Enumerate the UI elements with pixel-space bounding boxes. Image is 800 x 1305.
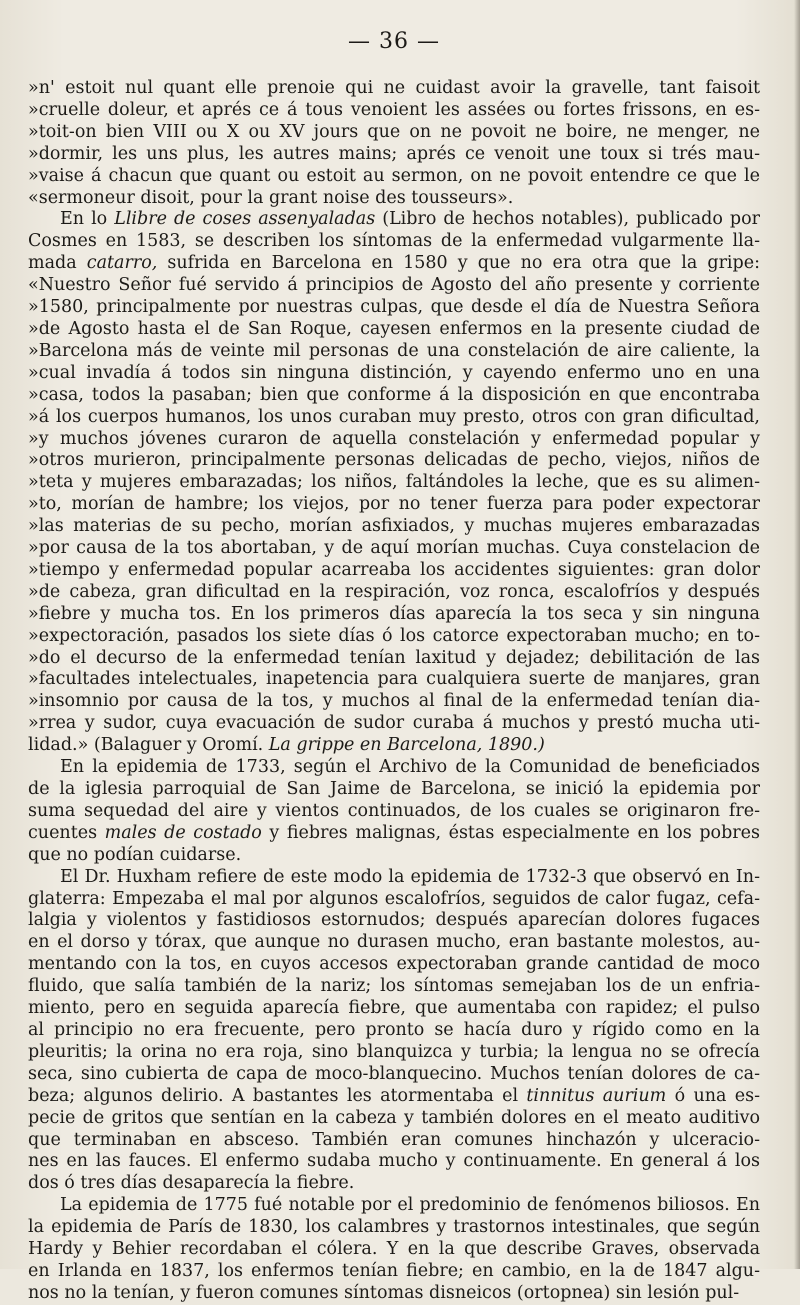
text-line (28, 845, 760, 867)
text-line (28, 932, 760, 954)
text-segment: »cruelle doleur, et aprés ce á tous venoient les assées ou fortes frissons, en es- (28, 99, 760, 120)
text-segment: »expectoración, pasados los siete días ó los catorce expectoraban mucho; en to- (28, 625, 760, 646)
text-segment: »dormir, les uns plus, les autres mains; aprés ce venoit une toux si trés mau- (28, 143, 760, 164)
text-segment: beza; algunos delirio. A bastantes les atormentaba el (28, 1085, 527, 1106)
italic-text: males de costado (104, 822, 262, 843)
text-line (28, 757, 760, 779)
text-segment: »de Agosto hasta el de San Roque, cayesen enfermos en la presente ciudad de (28, 318, 760, 339)
text-segment: »las materias de su pecho, morían asfixiados, y muchas mujeres embarazadas (28, 516, 760, 537)
text-segment: nes en las fauces. El enfermo sudaba mucho y continuamente. En general á los (28, 1151, 760, 1172)
text-line (28, 954, 760, 976)
text-segment: »á los cuerpos humanos, los unos curaban muy presto, otros con gran dificultad, (28, 406, 760, 427)
page-number: — 36 — (348, 29, 440, 54)
text-segment: »to, morían de hambre; los viejos, por no tener fuerza para poder expectorar (28, 494, 760, 515)
text-segment: »por causa de la tos abortaban, y de aquí morían muchas. Cuya constelacion de (28, 538, 760, 559)
text-line (28, 1261, 760, 1283)
text-segment: »teta y mujeres embarazadas; los niños, faltándoles la leche, que es su alimen- (28, 472, 760, 493)
text-segment: »casa, todos la pasaban; bien que conforme á la disposición en que encontraba (28, 384, 760, 405)
text-line (28, 1086, 760, 1108)
text-line (28, 450, 760, 472)
text-line (28, 494, 760, 516)
text-segment: lalgia y violentos y fastidiosos estornudos; después aparecían dolores fugaces (28, 910, 760, 931)
text-segment: »toit-on bien VIII ou X ou XV jours que on ne povoit ne boire, ne menger, ne (28, 121, 760, 142)
text-line (28, 1217, 760, 1239)
text-segment: »1580, principalmente por nuestras culpas, que desde el día de Nuestra Señora (28, 297, 760, 318)
text-segment: En la epidemia de 1733, según el Archivo de la Comunidad de beneficiados (60, 757, 760, 778)
text-segment: dos ó tres días desaparecía la fiebre. (28, 1173, 355, 1194)
text-line (28, 231, 760, 253)
text-line (28, 341, 760, 363)
text-segment: al principio no era frecuente, pero pronto se hacía duro y rígido como en la (28, 1019, 760, 1040)
text-segment: »de cabeza, gran dificultad en la respiración, voz ronca, escalofríos y después (28, 581, 760, 602)
text-segment: en Irlanda en 1837, los enfermos tenían fiebre; en cambio, en la de 1847 algu- (28, 1260, 760, 1281)
text-segment: nos no la tenían, y fueron comunes síntomas disneicos (ortopnea) sin lesión pul- (28, 1282, 740, 1303)
text-line (28, 407, 760, 429)
text-segment: pecie de gritos que sentían en la cabeza y también dolores en el meato auditivo (28, 1107, 760, 1128)
text-line (28, 1064, 760, 1086)
text-segment: »otros murieron, principalmente personas delicadas de pecho, viejos, niños de (28, 450, 760, 471)
text-line (28, 560, 760, 582)
text-line (28, 363, 760, 385)
text-line (28, 1151, 760, 1173)
text-segment: »Barcelona más de veinte mil personas de una constelación de aire caliente, la (28, 340, 760, 361)
text-segment: »cual invadía á todos sin ninguna distinción, y cayendo enfermo uno en una (28, 362, 760, 383)
text-line (28, 867, 760, 889)
text-segment: »n' estoit nul quant elle prenoie qui ne cuidast avoir la gravelle, tant faisoit (28, 78, 760, 98)
text-segment: »vaise á chacun que quant ou estoit au sermon, on ne povoit entendre ce que le (28, 165, 760, 186)
text-line (28, 1195, 760, 1217)
italic-text: La grippe en Barcelona, 1890.) (268, 735, 545, 756)
text-segment: »tiempo y enfermedad popular acarreaba los accidentes siguientes: gran dolor (28, 559, 760, 580)
text-line (28, 1042, 760, 1064)
text-segment: cuentes (28, 822, 105, 843)
text-line (28, 166, 760, 188)
text-line (28, 582, 760, 604)
text-segment: »facultades intelectuales, inapetencia para cualquiera suerte de manjares, gran (28, 669, 760, 690)
text-segment: fluido, que salía también de la nariz; los síntomas semejaban los de un enfria- (28, 976, 760, 997)
text-segment: «sermoneur disoit, pour la grant noise des tousseurs». (28, 187, 514, 208)
text-line (28, 122, 760, 144)
text-line (28, 1130, 760, 1152)
text-line (28, 669, 760, 691)
text-line (28, 144, 760, 166)
text-line (28, 297, 760, 319)
text-segment: seca, sino cubierta de capa de moco-blanquecino. Muchos tenían dolores de ca- (28, 1063, 760, 1084)
text-segment: suma sequedad del aire y vientos continuados, de los cuales se originaron fre- (28, 800, 760, 821)
text-segment: de la iglesia parroquial de San Jaime de Barcelona, se inició la epidemia por (28, 779, 760, 799)
text-line (28, 100, 760, 122)
text-line (28, 472, 760, 494)
text-segment: ó una es- (666, 1085, 760, 1106)
text-line (28, 253, 760, 275)
text-line (28, 209, 760, 231)
text-segment: y fiebres malignas, éstas especialmente en los pobres (261, 822, 760, 843)
text-segment: »do el decurso de la enfermedad tenían laxitud y dejadez; debilitación de las (28, 647, 760, 668)
body-text (28, 78, 760, 1305)
text-segment: (Libro de hechos notables), publicado por (375, 209, 760, 230)
text-line (28, 998, 760, 1020)
text-segment: mentando con la tos, en cuyos accesos expectoraban grande cantidad de moco (28, 954, 760, 975)
text-line (28, 823, 760, 845)
text-line (28, 910, 760, 932)
text-line (28, 713, 760, 735)
text-line (28, 976, 760, 998)
text-segment: que terminaban en absceso. También eran comunes hinchazón y ulceracio- (28, 1129, 760, 1150)
text-line (28, 1283, 760, 1305)
italic-text: Llibre de coses assenyaladas (114, 209, 376, 230)
text-segment: mada (28, 253, 87, 274)
text-segment: Hardy y Behier recordaban el cólera. Y en la que describe Graves, observada (28, 1239, 760, 1260)
text-line (28, 429, 760, 451)
text-line (28, 275, 760, 297)
text-line (28, 889, 760, 911)
text-line (28, 516, 760, 538)
text-line (28, 538, 760, 560)
text-line (28, 1173, 760, 1195)
text-segment: »y muchos jóvenes curaron de aquella constelación y enfermedad popular y (28, 428, 760, 449)
text-line (28, 648, 760, 670)
italic-text: catarro, (86, 253, 158, 274)
italic-text: tinnitus aurium (526, 1085, 667, 1106)
text-line (28, 779, 760, 801)
text-segment: Cosmes en 1583, se describen los síntomas de la enfermedad vulgarmente lla- (28, 231, 760, 252)
text-line (28, 604, 760, 626)
text-segment: El Dr. Huxham refiere de este modo la epidemia de 1732-3 que observó en In- (60, 866, 760, 887)
text-segment: »fiebre y mucha tos. En los primeros días aparecía la tos seca y sin ninguna (28, 603, 760, 624)
text-segment: pleuritis; la orina no era roja, sino blanquizca y turbia; la lengua no se ofrecía (28, 1041, 760, 1062)
text-line (28, 691, 760, 713)
text-segment: lidad.» (Balaguer y Oromí. (28, 735, 269, 756)
text-segment: En lo (60, 209, 115, 230)
text-segment: miento, pero en seguida aparecía fiebre, que aumentaba con rapidez; el pulso (28, 998, 760, 1019)
text-segment: La epidemia de 1775 fué notable por el predominio de fenómenos biliosos. En (60, 1195, 760, 1216)
text-segment: que no podían cuidarse. (28, 844, 242, 865)
text-line (28, 1239, 760, 1261)
text-line (28, 188, 760, 210)
text-segment: la epidemia de París de 1830, los calambres y trastornos intestinales, que según (28, 1217, 760, 1238)
text-segment: «Nuestro Señor fué servido á principios de Agosto del año presente y corriente (28, 275, 760, 296)
text-segment: »rrea y sudor, cuya evacuación de sudor curaba á muchos y prestó mucha uti- (28, 713, 760, 734)
text-line (28, 1020, 760, 1042)
page-edge-shadow (794, 0, 800, 1269)
text-segment: sufrida en Barcelona en 1580 y que no era otra que la gripe: (157, 253, 760, 274)
text-line (28, 78, 760, 100)
text-segment: »insomnio por causa de la tos, y muchos al final de la enfermedad tenían dia- (28, 691, 760, 712)
text-line (28, 1108, 760, 1130)
text-line (28, 626, 760, 648)
text-line (28, 735, 760, 757)
text-segment: en el dorso y tórax, que aunque no durasen mucho, eran bastante molestos, au- (28, 932, 760, 953)
text-line (28, 801, 760, 823)
text-line (28, 385, 760, 407)
text-segment: glaterra: Empezaba el mal por algunos escalofríos, seguidos de calor fugaz, cefa- (28, 888, 760, 909)
text-line (28, 319, 760, 341)
